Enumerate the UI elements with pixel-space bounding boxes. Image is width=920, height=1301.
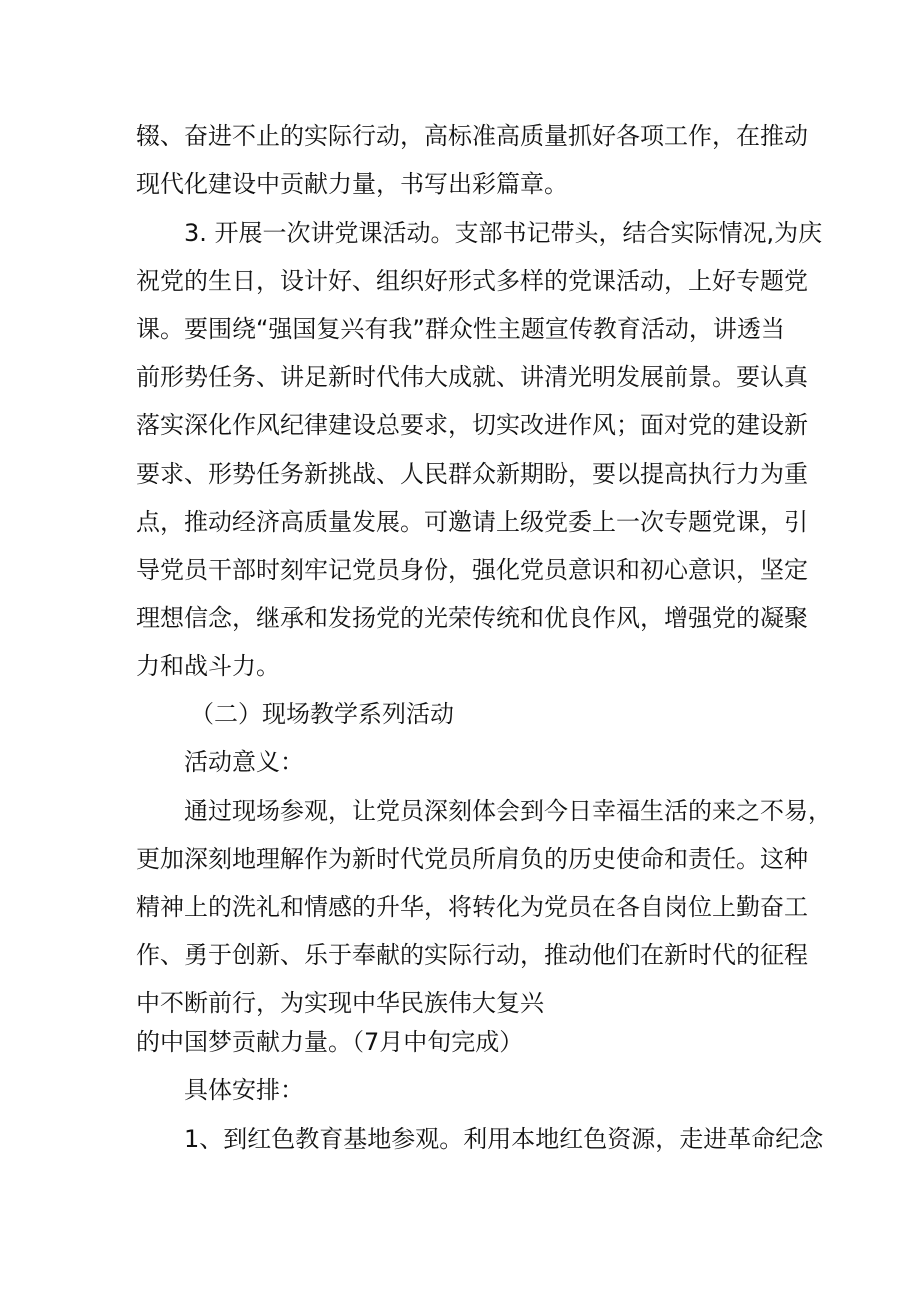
- paragraph-line: 更加深刻地理解作为新时代党员所肩负的历史使命和责任。这种: [136, 845, 808, 873]
- paragraph-line: 通过现场参观，让党员深刻体会到今日幸福生活的来之不易，: [184, 797, 832, 825]
- subheading: 具体安排：: [184, 1076, 304, 1104]
- paragraph-line: 祝党的生日，设计好、组织好形式多样的党课活动，上好专题党: [136, 267, 808, 295]
- paragraph-line: 落实深化作风纪律建设总要求，切实改进作风；面对党的建设新: [136, 411, 808, 439]
- paragraph-line: 中不断前行，为实现中华民族伟大复兴: [136, 989, 544, 1017]
- paragraph-line: 课。要围绕“强国复兴有我”群众性主题宣传教育活动，讲透当: [136, 315, 785, 343]
- paragraph-line: 1、到红色教育基地参观。利用本地红色资源，走进革命纪念: [184, 1125, 824, 1153]
- paragraph-line: 前形势任务、讲足新时代伟大成就、讲清光明发展前景。要认真: [136, 363, 808, 391]
- paragraph-line: 精神上的洗礼和情感的升华，将转化为党员在各自岗位上勤奋工: [136, 893, 808, 921]
- paragraph-line: 现代化建设中贡献力量，书写出彩篇章。: [136, 170, 568, 198]
- paragraph-line: 导党员干部时刻牢记党员身份，强化党员意识和初心意识，坚定: [136, 556, 808, 584]
- paragraph-line: 理想信念，继承和发扬党的光荣传统和优良作风，增强党的凝聚: [136, 604, 808, 632]
- paragraph-line: 的中国梦贡献力量。（7月中旬完成）: [136, 1028, 524, 1056]
- subheading: 活动意义：: [184, 748, 304, 776]
- paragraph-line: 作、勇于创新、乐于奉献的实际行动，推动他们在新时代的征程: [136, 941, 808, 969]
- paragraph-line: 力和战斗力。: [136, 652, 280, 680]
- paragraph-line: 点，推动经济高质量发展。可邀请上级党委上一次专题党课，引: [136, 508, 808, 536]
- paragraph-line: 辍、奋进不止的实际行动，高标准高质量抓好各项工作，在推动: [136, 122, 808, 150]
- paragraph-line: 3. 开展一次讲党课活动。支部书记带头，结合实际情况,为庆: [184, 219, 823, 247]
- section-heading: （二）现场教学系列活动: [190, 700, 454, 728]
- paragraph-line: 要求、形势任务新挑战、人民群众新期盼，要以提高执行力为重: [136, 460, 808, 488]
